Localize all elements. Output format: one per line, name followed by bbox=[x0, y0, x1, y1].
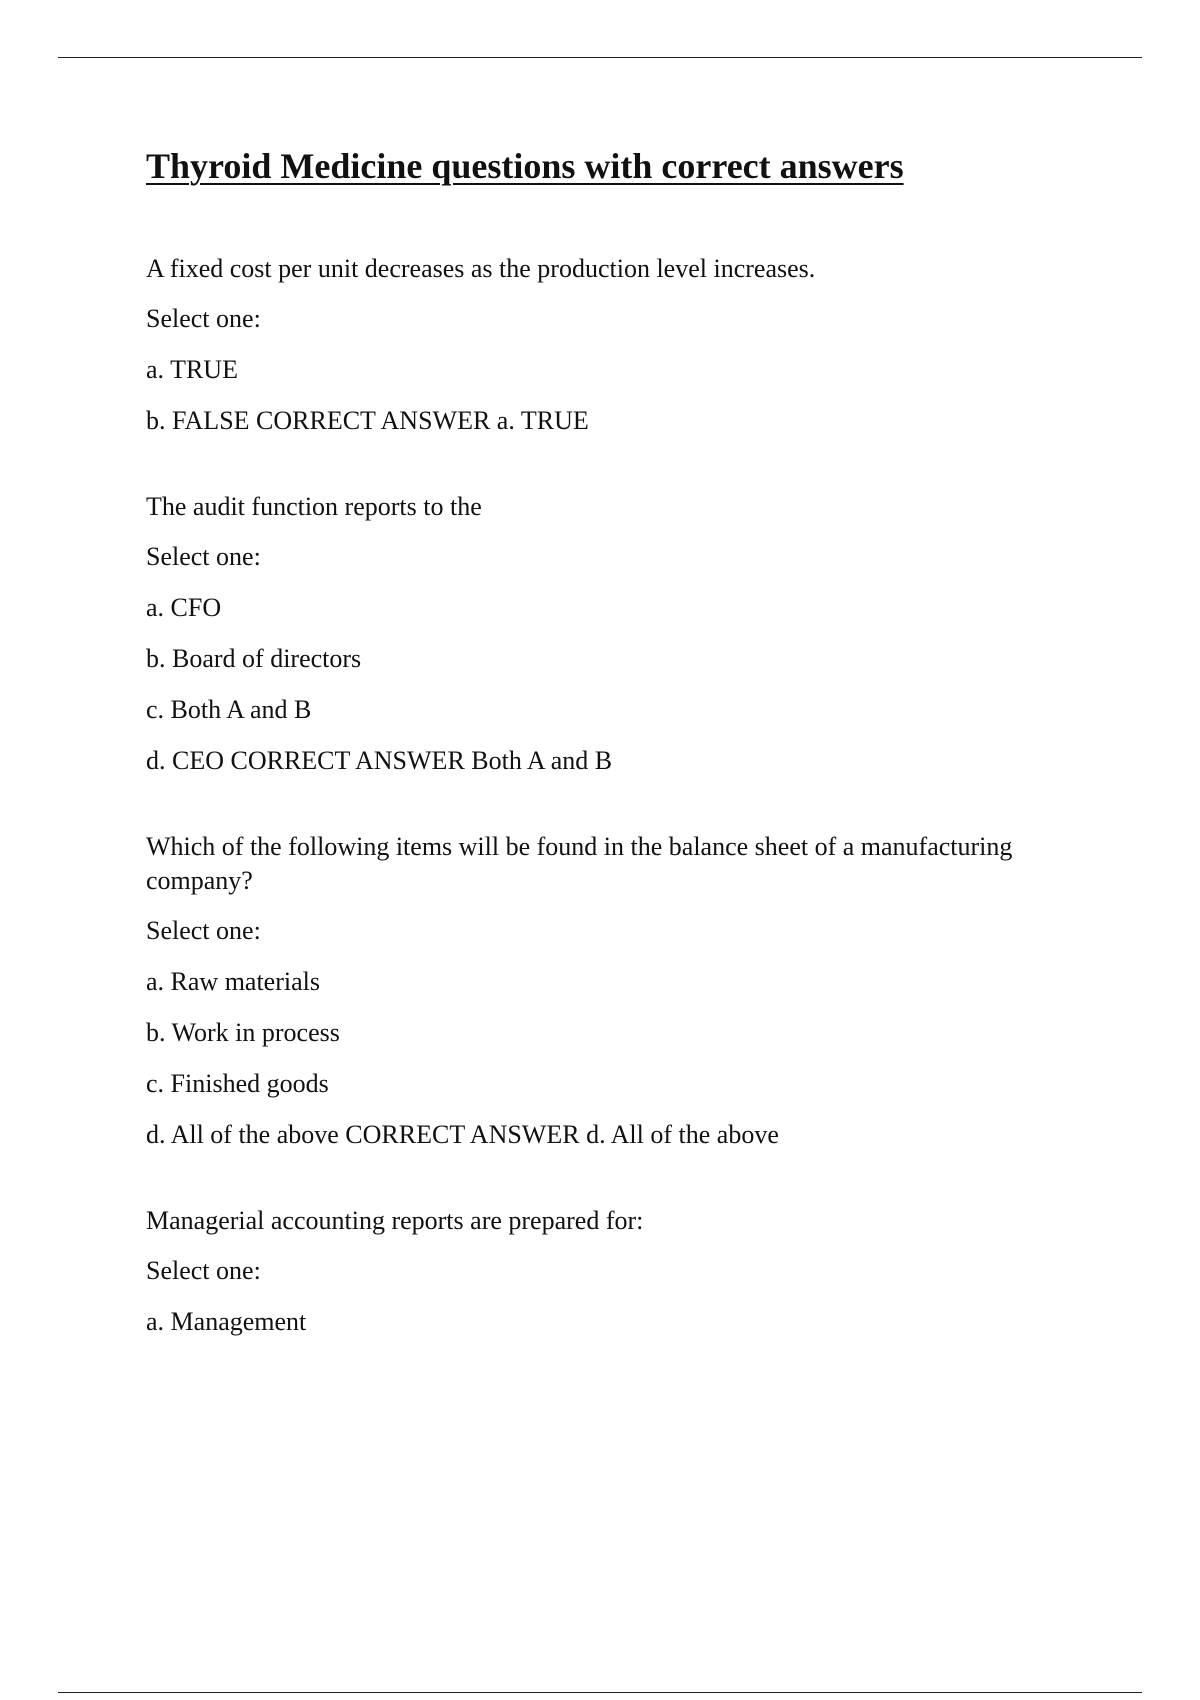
question-text: The audit function reports to the bbox=[146, 492, 482, 521]
select-prompt: Select one: bbox=[146, 1256, 261, 1285]
question-3 bbox=[146, 830, 1106, 1152]
question-4 bbox=[146, 1204, 1106, 1339]
answer-option: a. TRUE bbox=[146, 355, 238, 384]
top-rule bbox=[58, 57, 1142, 58]
answer-option: b. FALSE CORRECT ANSWER a. TRUE bbox=[146, 406, 589, 435]
answer-option: b. Board of directors bbox=[146, 644, 362, 673]
answer-option: d. All of the above CORRECT ANSWER d. All of the above bbox=[146, 1120, 779, 1149]
answer-option: a. Raw materials bbox=[146, 967, 320, 996]
answer-option: d. CEO CORRECT ANSWER Both A and B bbox=[146, 746, 613, 775]
answer-option: a. Management bbox=[146, 1307, 307, 1336]
select-prompt: Select one: bbox=[146, 542, 261, 571]
question-text: Managerial accounting reports are prepared for: bbox=[146, 1206, 644, 1235]
answer-option: c. Finished goods bbox=[146, 1069, 329, 1098]
select-prompt: Select one: bbox=[146, 916, 261, 945]
bottom-rule bbox=[58, 1692, 1142, 1693]
document-title: Thyroid Medicine questions with correct answers bbox=[146, 146, 904, 186]
question-text: A fixed cost per unit decreases as the production level increases. bbox=[146, 254, 816, 283]
answer-option: c. Both A and B bbox=[146, 695, 312, 724]
question-1 bbox=[146, 252, 1106, 438]
question-2 bbox=[146, 490, 1106, 778]
answer-option: b. Work in process bbox=[146, 1018, 340, 1047]
document-body bbox=[146, 142, 1106, 1391]
select-prompt: Select one: bbox=[146, 304, 261, 333]
question-text: Which of the following items will be found in the balance sheet of a manufacturing company? bbox=[146, 832, 1013, 895]
answer-option: a. CFO bbox=[146, 593, 222, 622]
